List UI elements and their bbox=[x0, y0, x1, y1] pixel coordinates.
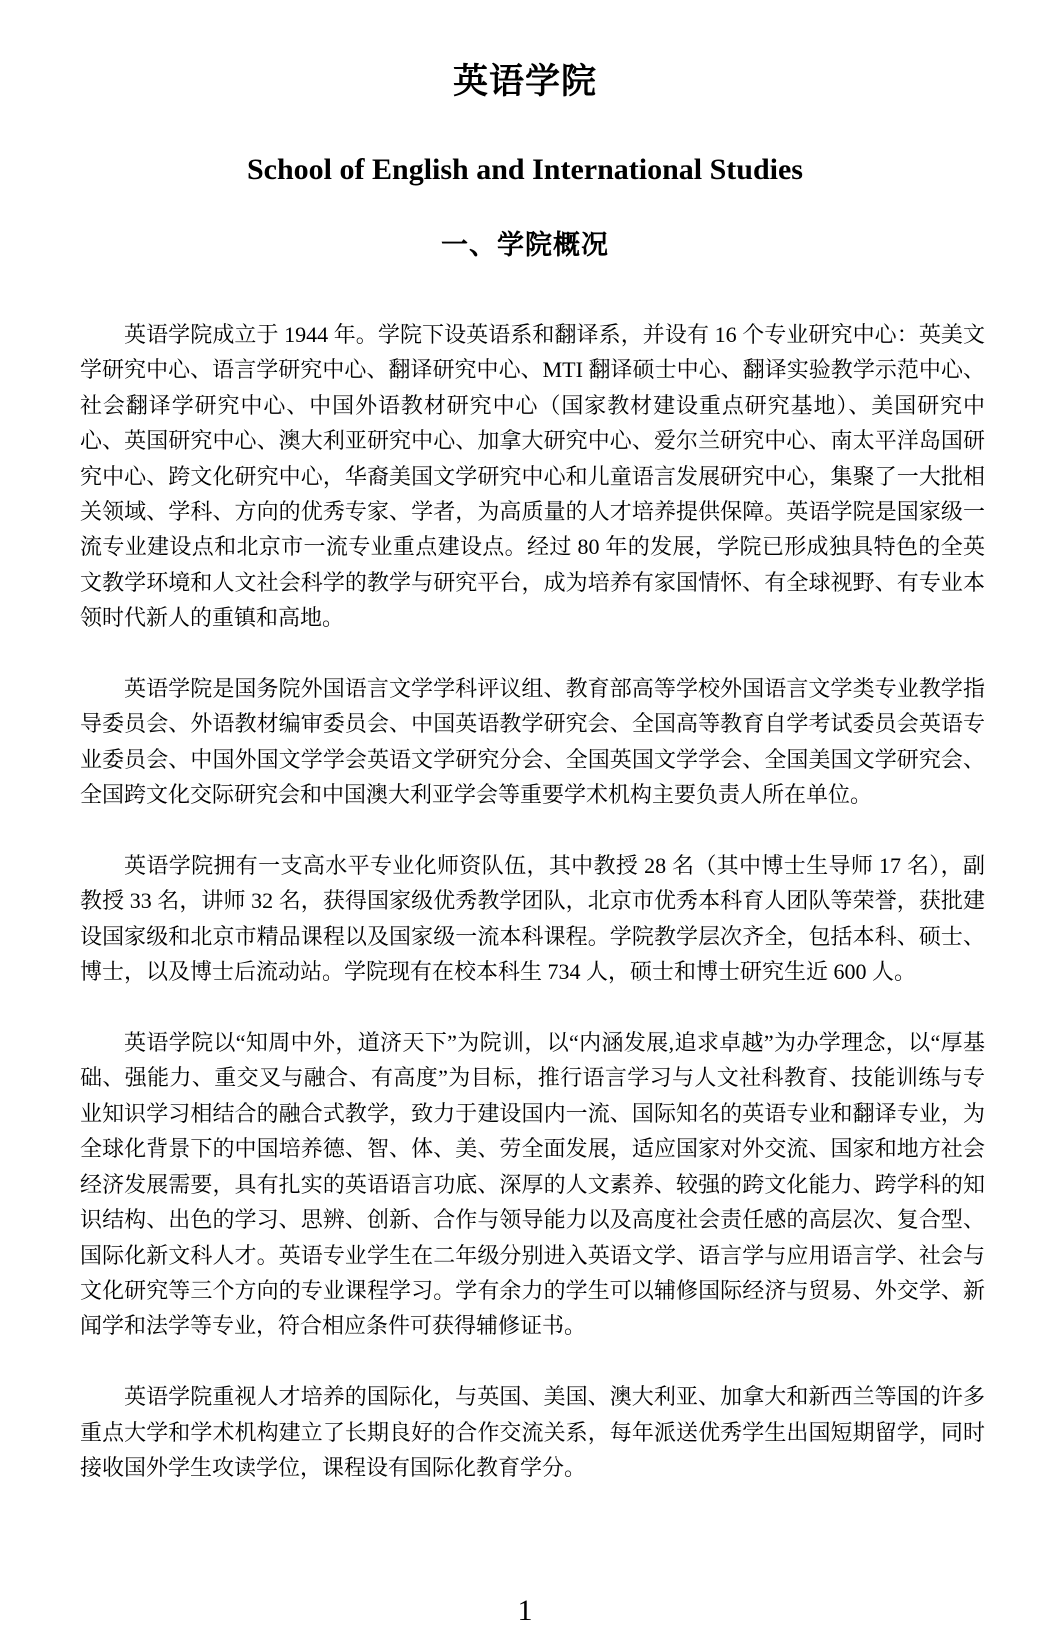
body-paragraph: 英语学院以“知周中外，道济天下”为院训，以“内涵发展,追求卓越”为办学理念，以“厚基础、强能力、重交叉与融合、有高度”为目标，推行语言学习与人文社科教育、技能训练与专业知识学习相结合的融合式教学，致力于建设国内一流、国际知名的英语专业和翻译专业，为全球化背景下的中国培养德、智、体、美、劳全面发展，适应国家对外交流、国家和地方社会经济发展需要，具有扎实的英语语言功底、深厚的人文素养、较强的跨文化能力、跨学科的知识结构、出色的学习、思辨、创新、合作与领导能力以及高度社会责任感的高层次、复合型、国际化新文科人才。英语专业学生在二年级分别进入英语文学、语言学与应用语言学、社会与文化研究等三个方向的专业课程学习。学有余力的学生可以辅修国际经济与贸易、外交学、新闻学和法学等专业，符合相应条件可获得辅修证书。 bbox=[80, 1030, 985, 1339]
page-title-english: School of English and International Studies bbox=[247, 153, 803, 186]
page-number: 1 bbox=[517, 1594, 533, 1627]
body-paragraph: 英语学院重视人才培养的国际化，与英国、美国、澳大利亚、加拿大和新西兰等国的许多重点大学和学术机构建立了长期良好的合作交流关系，每年派送优秀学生出国短期留学，同时接收国外学生攻读学位，课程设有国际化教育学分。 bbox=[80, 1384, 985, 1480]
body-paragraph: 英语学院是国务院外国语言文学学科评议组、教育部高等学校外国语言文学类专业教学指导委员会、外语教材编审委员会、中国英语教学研究会、全国高等教育自学考试委员会英语专业委员会、中国外国文学学会英语文学研究分会、全国英国文学学会、全国美国文学研究会、全国跨文化交际研究会和中国澳大利亚学会等重要学术机构主要负责人所在单位。 bbox=[80, 676, 985, 808]
body-paragraph: 英语学院成立于 1944 年。学院下设英语系和翻译系，并设有 16 个专业研究中心：英美文学研究中心、语言学研究中心、翻译研究中心、MTI 翻译硕士中心、翻译实验教学示范中心、社会翻译学研究中心、中国外语教材研究中心（国家教材建设重点研究基地）、美国研究中心、英国研究中心、澳大利亚研究中心、加拿大研究中心、爱尔兰研究中心、南太平洋岛国研究中心、跨文化研究中心，华裔美国文学研究中心和儿童语言发展研究中心，集聚了一大批相关领域、学科、方向的优秀专家、学者，为高质量的人才培养提供保障。英语学院是国家级一流专业建设点和北京市一流专业重点建设点。经过 80 年的发展，学院已形成独具特色的全英文教学环境和人文社会科学的教学与研究平台，成为培养有家国情怀、有全球视野、有专业本领时代新人的重镇和高地。 bbox=[80, 322, 985, 631]
body-paragraph: 英语学院拥有一支高水平专业化师资队伍，其中教授 28 名（其中博士生导师 17 名），副教授 33 名，讲师 32 名，获得国家级优秀教学团队，北京市优秀本科育人团队等荣誉，获批建设国家级和北京市精品课程以及国家级一流本科课程。学院教学层次齐全，包括本科、硕士、博士，以及博士后流动站。学院现有在校本科生 734 人，硕士和博士研究生近 600 人。 bbox=[80, 853, 985, 985]
section-heading: 一、学院概况 bbox=[441, 230, 609, 260]
page-title-chinese: 英语学院 bbox=[452, 62, 597, 101]
document-body bbox=[0, 317, 1050, 1485]
